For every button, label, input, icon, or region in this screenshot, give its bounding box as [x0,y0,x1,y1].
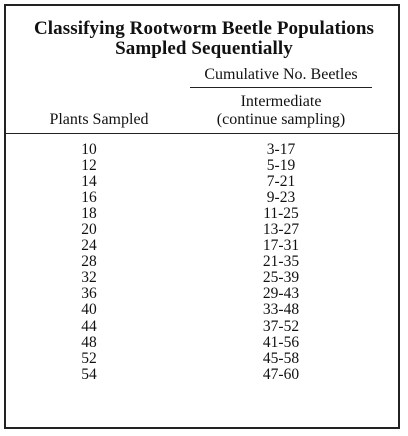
plants-cell: 20 [81,221,97,239]
range-cell: 29-43 [262,285,300,303]
plants-cell: 12 [81,157,97,175]
range-cell: 13-27 [262,221,300,239]
range-cell: 5-19 [266,157,296,175]
plants-cell: 24 [81,237,97,255]
range-cell: 33-48 [262,301,300,319]
plants-cell: 14 [81,173,97,191]
range-cell: 41-56 [262,333,300,351]
intermediate-header-line-1: Intermediate [240,93,322,110]
cumulative-beetles-header: Cumulative No. Beetles [204,66,358,83]
range-cell: 9-23 [266,189,296,207]
table-row [0,238,408,254]
table-row [0,351,408,367]
range-cell: 7-21 [266,173,296,191]
table-row [0,335,408,351]
range-cell: 25-39 [262,269,300,287]
table-row [0,286,408,302]
plants-cell: 16 [81,189,97,207]
range-cell: 45-58 [262,349,300,367]
range-cell: 37-52 [262,317,300,335]
table-row [0,319,408,335]
group-header-rule [190,87,372,88]
plants-cell: 52 [81,349,97,367]
plants-cell: 32 [81,269,97,287]
table-row [0,174,408,190]
plants-cell: 40 [81,301,97,319]
table-row [0,367,408,383]
intermediate-header-line-2: (continue sampling) [216,111,346,128]
range-cell: 3-17 [266,141,296,158]
table-row [0,222,408,238]
plants-cell: 28 [81,253,97,271]
range-cell: 17-31 [262,237,300,255]
table-row [0,302,408,318]
range-cell: 11-25 [263,205,299,223]
table-row [0,158,408,174]
table-body [0,142,408,383]
table-row [0,270,408,286]
plants-cell: 48 [81,333,97,351]
table-row [0,142,408,158]
plants-cell: 44 [81,317,97,335]
range-cell: 21-35 [262,253,300,271]
table-title-line-1: Classifying Rootworm Beetle Populations [33,18,375,39]
plants-sampled-header: Plants Sampled [49,111,149,128]
plants-cell: 10 [81,141,97,158]
table-row [0,254,408,270]
table-row [0,190,408,206]
table-row [0,206,408,222]
range-cell: 47-60 [262,365,300,383]
plants-cell: 18 [81,205,97,223]
plants-cell: 54 [81,365,97,383]
header-divider [4,133,400,134]
plants-cell: 36 [81,285,97,303]
table-title-line-2: Sampled Sequentially [115,38,293,59]
